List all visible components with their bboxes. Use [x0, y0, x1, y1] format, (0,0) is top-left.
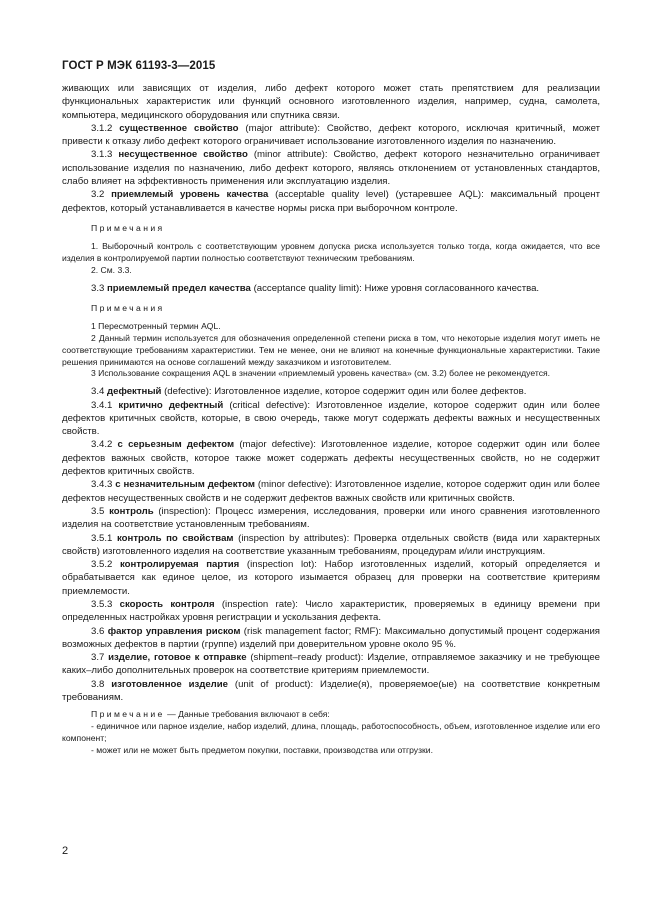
note-item: 1 Пересмотренный термин AQL.	[91, 321, 221, 332]
clause-3-4-1: 3.4.1 критично дефектный (critical defective): Изготовленное изделие, которое содержит один или более дефектов критичных свойств, которые, в свою очередь, также могут содержать дефекты важных и несущественных свойств.	[62, 399, 601, 438]
note-item: 2. См. 3.3.	[91, 264, 132, 275]
term: контроль	[109, 505, 154, 517]
notes-title: Примечания	[91, 302, 165, 313]
clause-3-1-3: 3.1.3 несущественное свойство (minor attribute): Свойство, дефект которого незначительно ограничивает использование изделия по назначению, либо дефект которого, являясь отклонением от установленных стандартов, слабо влияет на эффективность применения или эксплуатацию изделия.	[62, 149, 600, 188]
clause-3-5: 3.5 контроль (inspection): Процесс измерения, исследования, проверки или иного сравнения изготовленного изделия на соответствие установленным требованиям.	[62, 505, 600, 531]
clause-3-4: 3.4 дефектный (defective): Изготовленное изделие, которое содержит один или более дефектов.	[91, 386, 527, 398]
final-note-item: - может или не может быть предметом покупки, поставки, производства или отгрузки.	[91, 744, 433, 755]
term: с незначительным дефектом	[115, 479, 255, 491]
note-item: 3 Использование сокращения AQL в значении «приемлемый уровень качества» (см. 3.2) более не рекомендуется.	[91, 368, 551, 379]
clause-3-5-3: 3.5.3 скорость контроля (inspection rate): Число характеристик, проверяемых в единицу времени при определенных настройках уровня регистрации и ускользания дефекта.	[62, 598, 600, 624]
final-note-title: Примечание	[91, 709, 165, 720]
note-item: 2 Данный термин используется для обозначения определенной степени риска в том, что некоторые изделия могут иметь не соответствующие требованиям характеристики. Тем не менее, они не влияют на конечные функциональные характеристики. Такие решения принимаются на основе соглашений между заказчиком и изготовителем.	[62, 333, 600, 367]
clause-3-1-2: 3.1.2 существенное свойство (major attribute): Свойство, дефект которого, исключая критичный, может привести к отказу либо дефект которого ограничивает использование изготовленного изделия по назначению.	[62, 122, 600, 148]
term: несущественное свойство	[118, 149, 248, 161]
term: контроль по свойствам	[116, 532, 234, 544]
term: приемлемый уровень качества	[111, 189, 269, 201]
term: фактор управления риском	[107, 625, 241, 637]
intro-paragraph: живающих или зависящих от изделия, либо дефект которого может стать препятствием для реализации функциональных характеристик или функций основного изготовленного изделия, например, судна, самолета, компьютера, медицинского оборудования или спутника связи.	[62, 83, 600, 121]
term: дефектный	[107, 386, 162, 398]
term: критично дефектный	[118, 399, 224, 411]
clause-3-4-3: 3.4.3 с незначительным дефектом (minor defective): Изготовленное изделие, которое содержит один или более дефектов несущественных свойств и не содержит дефектов важных свойств или критичных свойств.	[62, 479, 600, 504]
term: изготовленное изделие	[111, 678, 228, 690]
notes-title: Примечания	[91, 222, 165, 233]
clause-3-6: 3.6 фактор управления риском (risk management factor; RMF): Максимально допустимый процент содержания возможных дефектов в партии (группе) изделий при доверительном уровне около 95 %.	[62, 625, 600, 650]
term: изделие, готовое к отправке	[108, 652, 247, 664]
note-item: 1. Выборочный контроль с соответствующим уровнем допуска риска используется только тогда, когда ожидается, что все изделия в контролируемой партии полностью соответствуют техническим требованиям.	[62, 241, 600, 264]
term: с серьезным дефектом	[117, 439, 235, 451]
document-body	[62, 82, 600, 757]
clause-3-5-2: 3.5.2 контролируемая партия (inspection lot): Набор изготовленных изделий, который определяется и обрабатывается как единое целое, из которого изымается образец для проверки на соответствие критериям приемлемости.	[62, 559, 600, 597]
clause-3-2: 3.2 приемлемый уровень качества (acceptable quality level) (устаревшее AQL): максимальный процент дефектов, который устанавливается в качестве нормы риска при выборочном контроле.	[62, 189, 600, 214]
final-note-item: - единичное или парное изделие, набор изделий, длина, площадь, работоспособность, объем, изготовленное изделие или его компонент;	[62, 721, 600, 743]
clause-3-4-2: 3.4.2 с серьезным дефектом (major defective): Изготовленное изделие, которое содержит один или более дефектов важных свойств, которое также может содержать дефекты несущественных свойств, но не содержит дефектов критичных свойств.	[62, 439, 600, 478]
standard-header: ГОСТ Р МЭК 61193-3—2015	[62, 60, 216, 72]
clause-3-5-1: 3.5.1 контроль по свойствам (inspection by attributes): Проверка отдельных свойств (вида или характерных свойств) изготовленного изделия на соответствие указанным требованиям, процедурам и/или инструкциям.	[62, 532, 601, 557]
term: скорость контроля	[119, 598, 215, 610]
clause-3-8: 3.8 изготовленное изделие (unit of product): Изделие(я), проверяемое(ые) на соответствие конкретным требованиям.	[62, 678, 601, 704]
term: приемлемый предел качества	[107, 282, 251, 294]
page-number: 2	[62, 845, 69, 857]
clause-3-7: 3.7 изделие, готовое к отправке (shipment–ready product): Изделие, отправляемое заказчику и не требующее каких–либо дополнительных проверок на соответствие критериям приемлемости.	[62, 652, 600, 677]
final-note: Примечание — Данные требования включают в себя:	[91, 709, 330, 720]
term: контролируемая партия	[120, 559, 240, 571]
term: существенное свойство	[119, 122, 239, 134]
clause-3-3: 3.3 приемлемый предел качества (acceptance quality limit): Ниже уровня согласованного качества.	[91, 282, 540, 294]
